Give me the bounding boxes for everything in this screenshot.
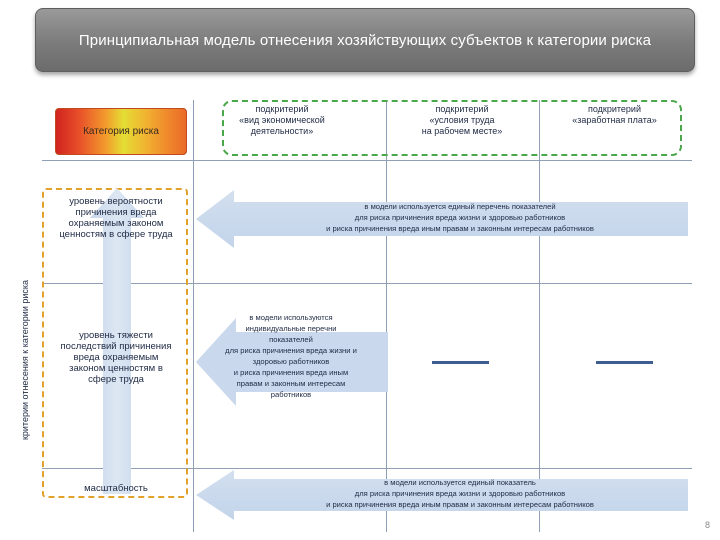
subcriterion-line: деятельности» (250, 126, 314, 136)
description-line: для риска причинения вреда жизни и здоровью работников (354, 213, 566, 222)
criterion-line: причинения вреда (75, 207, 157, 218)
description-line: в модели используются (249, 313, 333, 322)
criterion-severity (50, 330, 182, 385)
subcriterion-line: подкритерий (255, 104, 309, 114)
description-line: показателей (269, 335, 313, 344)
subcriterion-line: на рабочем месте» (421, 126, 503, 136)
criterion-line: ценностям в сфере труда (59, 229, 173, 240)
description-line: для риска причинения вреда жизни и (225, 346, 357, 355)
criterion-line: последствий причинения (60, 341, 172, 352)
page-title: Принципиальная модель отнесения хозяйствующих субъектов к категории риска (78, 31, 652, 49)
criterion-line: сфере труда (88, 374, 144, 385)
vertical-criteria-label (10, 260, 40, 460)
criterion-line: вреда охраняемым (73, 352, 159, 363)
subcriterion-line: «вид экономической (239, 115, 325, 125)
criterion-line: масштабность (84, 483, 148, 494)
row1-description (240, 201, 680, 234)
row2-description (196, 312, 386, 400)
criterion-scale (50, 483, 182, 494)
description-line: и риска причинения вреда иным (233, 368, 349, 377)
subcriterion-activity (222, 104, 342, 137)
criterion-line: уровень вероятности (69, 196, 163, 207)
row3-description (240, 477, 680, 510)
criterion-line: охраняемым законом (68, 218, 164, 229)
description-line: и риска причинения вреда иным правам и законным интересам работников (326, 500, 594, 509)
subcriterion-line: «условия труда (429, 115, 495, 125)
criterion-line: уровень тяжести (79, 330, 153, 341)
description-line: в модели используется единый перечень показателей (364, 202, 556, 211)
grid-line-col1 (193, 100, 194, 532)
description-line: в модели используется единый показатель (384, 478, 536, 487)
vertical-criteria-text: критерии отнесения к категории риска (20, 279, 30, 441)
risk-category-box (55, 108, 187, 155)
description-line: для риска причинения вреда жизни и здоровью работников (354, 489, 566, 498)
description-line: правам и законным интересам (236, 379, 346, 388)
grid-line-top (42, 160, 692, 161)
description-line: индивидуальные перечни (245, 324, 337, 333)
subcriterion-line: подкритерий (435, 104, 489, 114)
subcriterion-working-conditions (392, 104, 532, 137)
subcriterion-salary (552, 104, 677, 126)
page-number: 8 (704, 520, 710, 530)
title-banner (35, 8, 695, 72)
grid-line-col3 (539, 100, 540, 532)
criterion-line: законом ценностям в (69, 363, 163, 374)
dash-mark-salary (596, 361, 653, 364)
criterion-probability (50, 196, 182, 240)
description-line: и риска причинения вреда иным правам и законным интересам работников (326, 224, 594, 233)
dash-mark-working-conditions (432, 361, 489, 364)
description-line: здоровью работников (252, 357, 330, 366)
description-line: работников (270, 390, 312, 399)
subcriterion-line: «заработная плата» (572, 115, 657, 125)
risk-category-label: Категория риска (83, 126, 159, 137)
subcriterion-line: подкритерий (588, 104, 641, 114)
